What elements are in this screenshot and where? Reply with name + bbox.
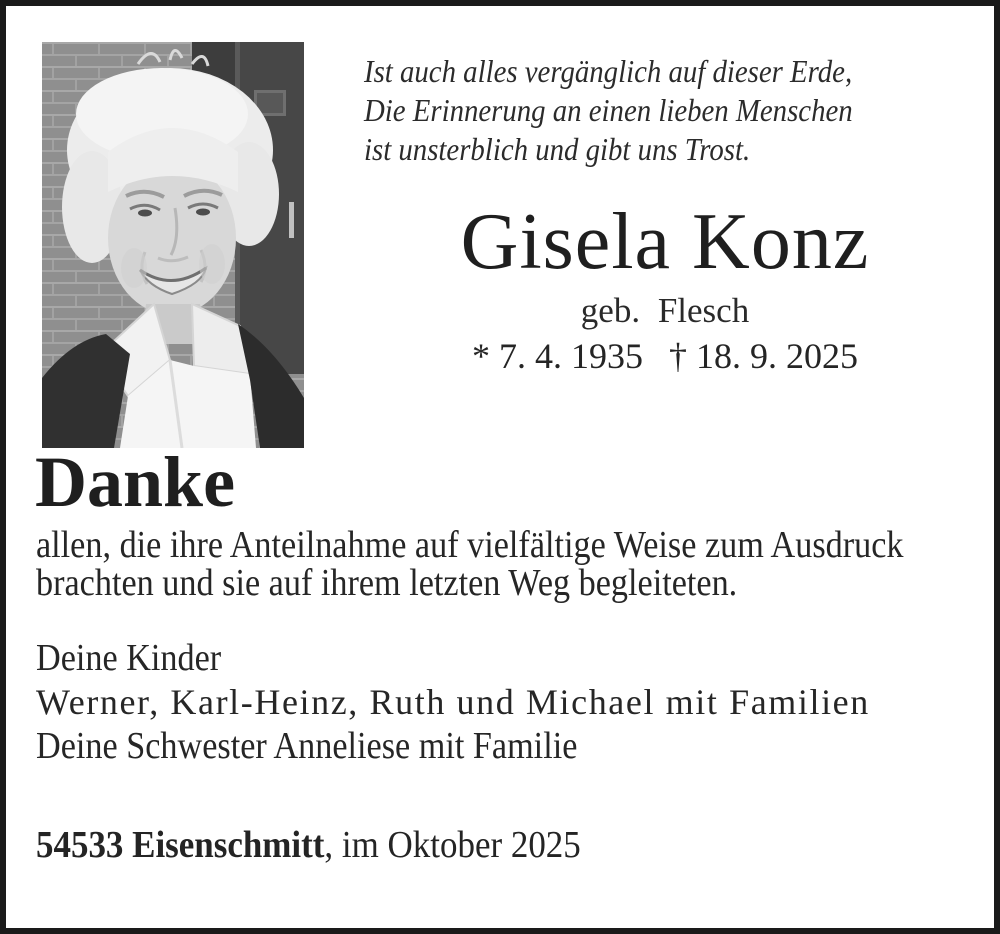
deceased-name: Gisela Konz: [460, 198, 870, 286]
location-text: 54533 Eisenschmitt: [36, 824, 325, 866]
thanks-heading: Danke: [35, 442, 236, 522]
quote-line: ist unsterblich und gibt uns Trost.: [364, 131, 751, 167]
life-dates: [364, 336, 966, 376]
family-sister: Deine Schwester Anneliese mit Familie: [36, 725, 578, 767]
thanks-text: [36, 526, 1000, 602]
memorial-quote: [364, 52, 853, 169]
family-children-names: Werner, Karl-Heinz, Ruth und Michael mit Familien: [36, 682, 870, 722]
thanks-line: allen, die ihre Anteilnahme auf vielfältige Weise zum Ausdruck: [36, 524, 904, 566]
date-text: , im Oktober 2025: [324, 824, 581, 866]
portrait-photo: [42, 42, 304, 448]
family-block: [36, 636, 870, 768]
footer-line: [36, 825, 628, 865]
maiden-name: geb. Flesch: [580, 291, 750, 330]
door-handle: [289, 202, 294, 238]
quote-line: Die Erinnerung an einen lieben Menschen: [364, 92, 853, 128]
birth-date: * 7. 4. 1935: [472, 336, 643, 376]
thanks-line: brachten und sie auf ihrem letzten Weg begleiteten.: [36, 562, 738, 604]
death-date: † 18. 9. 2025: [669, 336, 858, 376]
family-children-label: Deine Kinder: [36, 637, 222, 679]
quote-line: Ist auch alles vergänglich auf dieser Erde,: [364, 53, 853, 89]
